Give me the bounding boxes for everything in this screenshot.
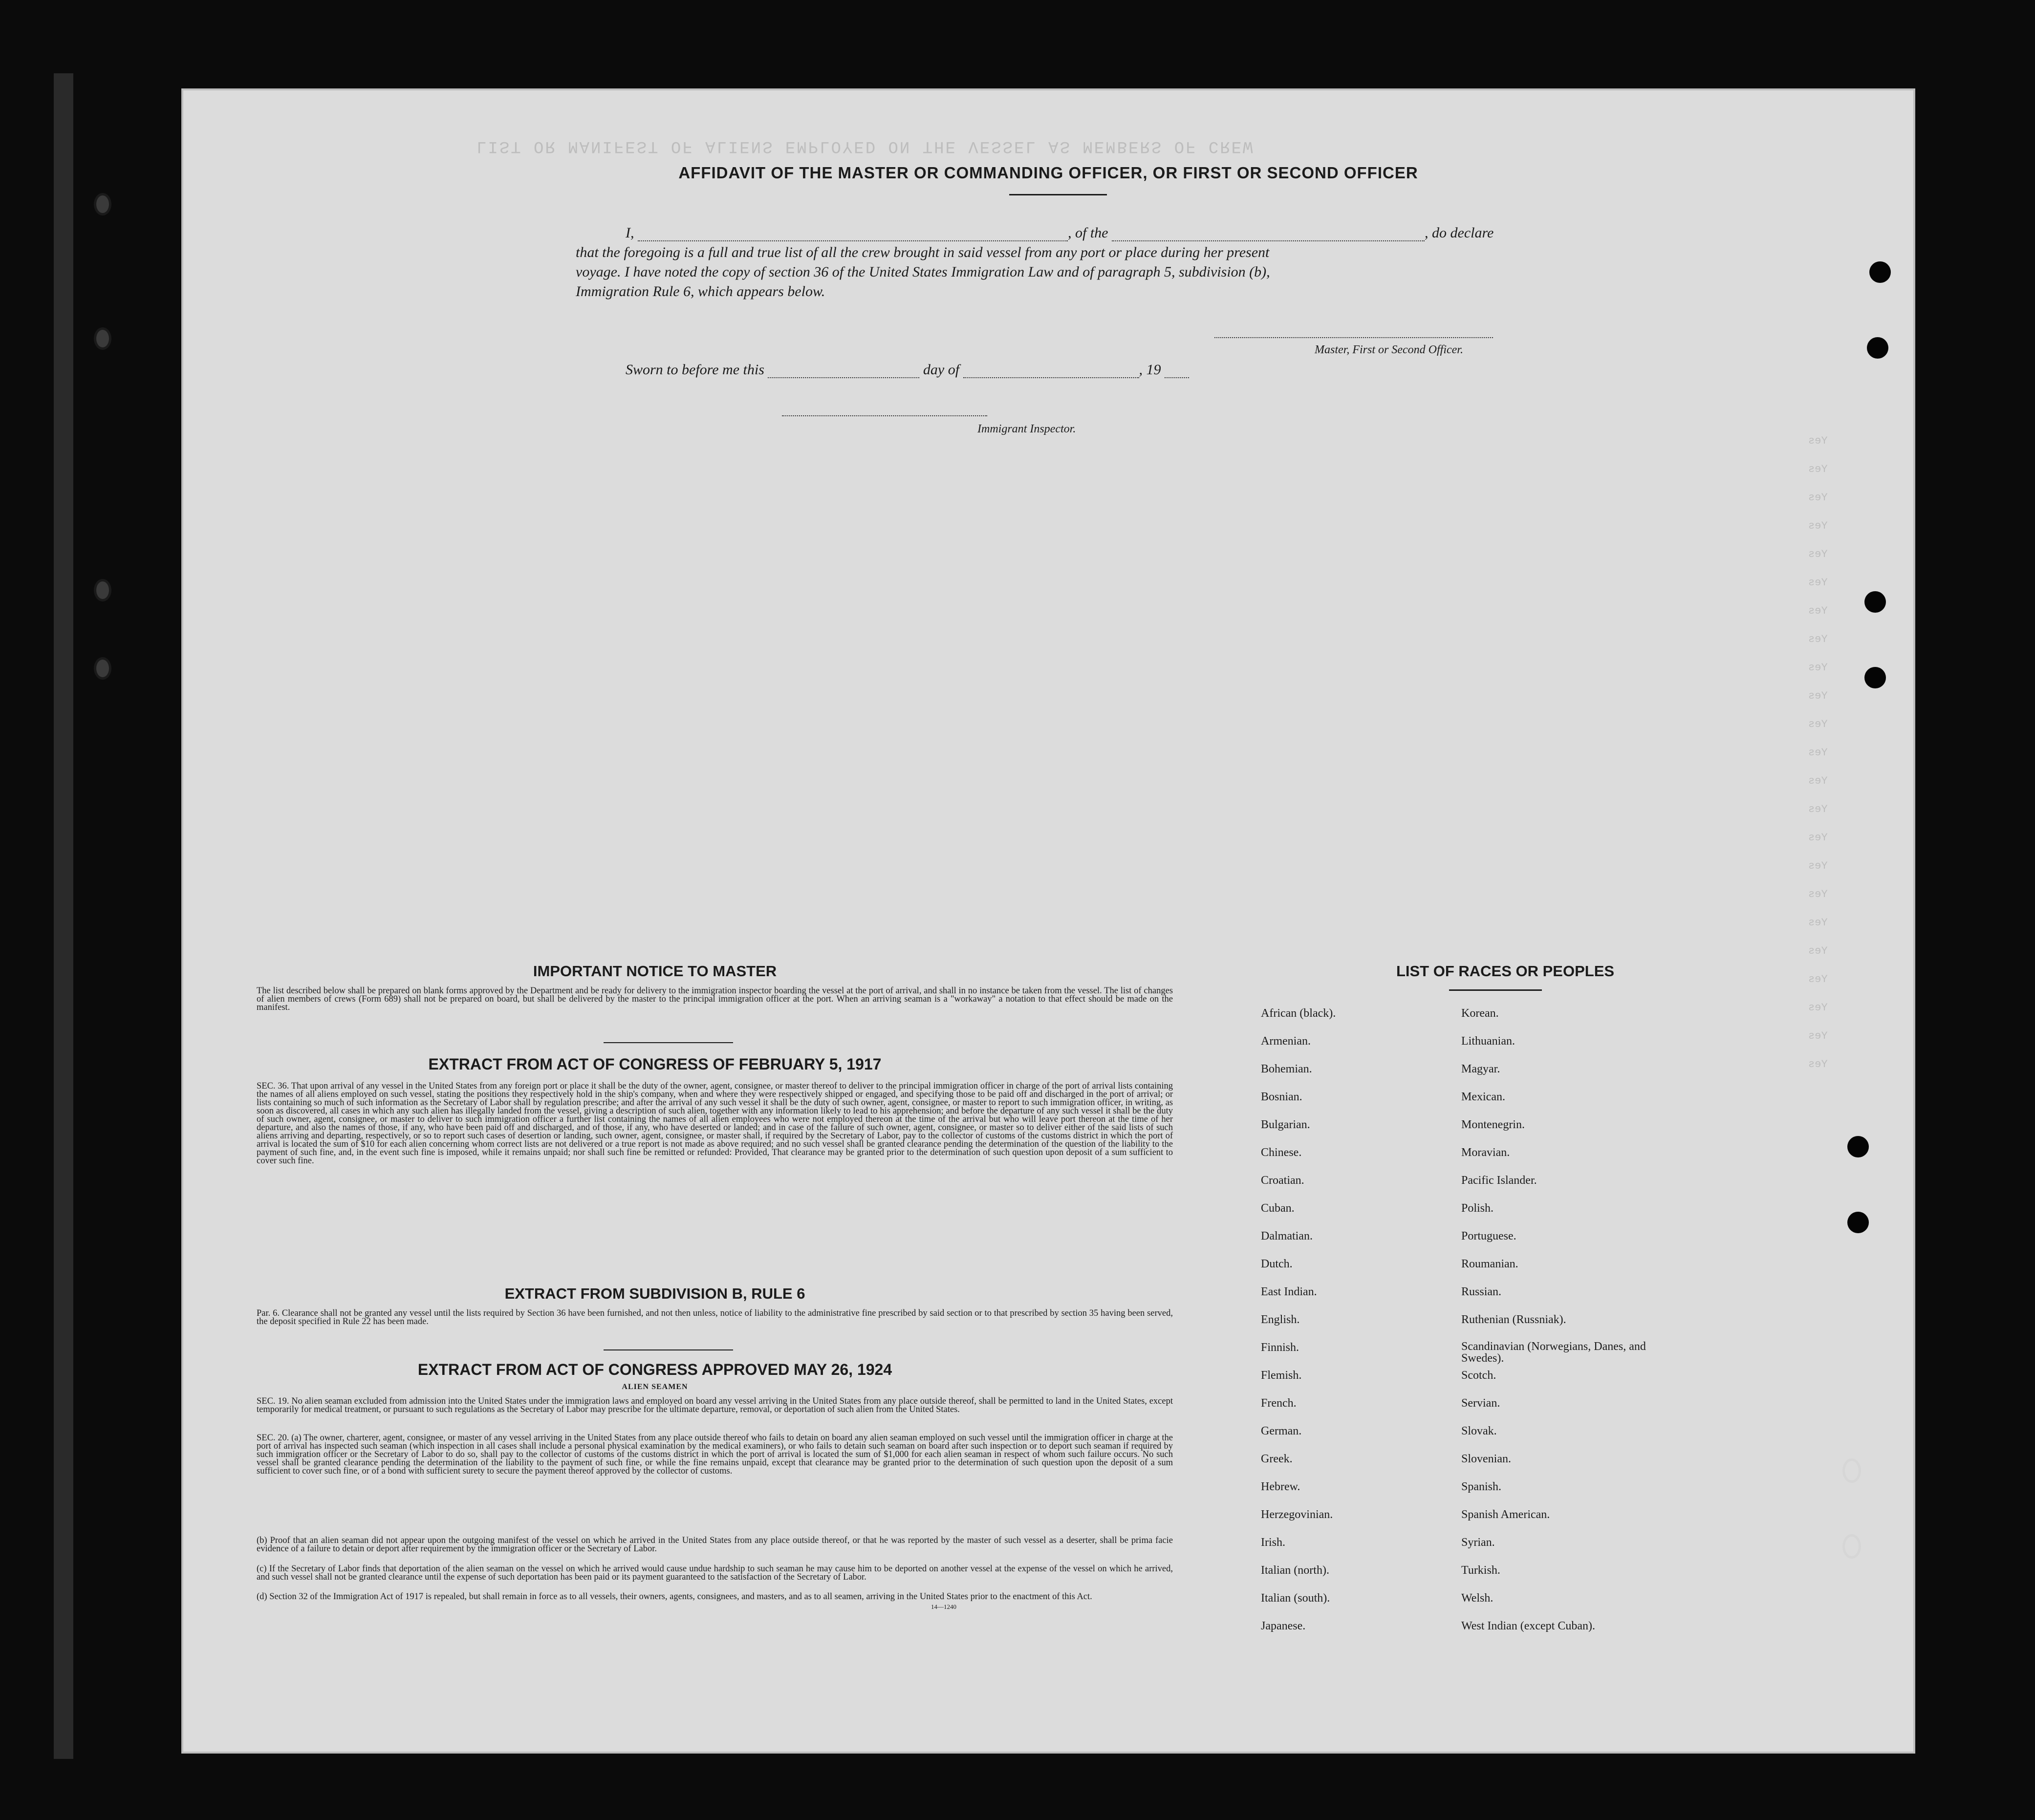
race-item: Roumanian. [1461, 1258, 1518, 1270]
races-left-column [1261, 1006, 1336, 1647]
race-item: East Indian. [1261, 1285, 1317, 1298]
bleed-through-yes: Yes [1808, 973, 1828, 985]
bleed-through-yes: Yes [1808, 917, 1828, 929]
sworn-year-blank [1165, 377, 1189, 378]
race-item: Hebrew. [1261, 1480, 1300, 1493]
sec20c-text: (c) If the Secretary of Labor finds that deportation of the alien seaman on the vessel on which he arrived would cause undue hardship to such seaman he may cause him to be deported on another vessel at the expense of the vessel on which he arrived, and such vessel shall not be granted clearance until the expense of such deportation has been paid or its payment guaranteed to the satisfaction of the Secretary of Labor. [257, 1564, 1173, 1582]
bleed-through-yes: Yes [1808, 577, 1828, 589]
race-item: Portuguese. [1461, 1230, 1516, 1242]
race-item: Lithuanian. [1461, 1035, 1515, 1048]
race-item: Cuban. [1261, 1202, 1295, 1215]
race-item: Montenegrin. [1461, 1118, 1525, 1131]
race-item: Chinese. [1261, 1146, 1302, 1159]
race-item: Mexican. [1461, 1091, 1505, 1103]
affidavit-line-4: Immigration Rule 6, which appears below. [576, 283, 825, 300]
bleed-through-yes: Yes [1808, 945, 1828, 957]
bleed-through-yes: Yes [1808, 435, 1828, 447]
binder-ring-hole [94, 193, 111, 215]
notice-body: The list described below shall be prepared on blank forms approved by the Department and be ready for delivery to the immigration inspector boarding the vessel at the port of arrival, and shall in no instance be taken from the vessel. The list of changes of alien members of crews (Form 689) shall not be prepared on board, but shall be delivered by the master to the principal immigration officer at the port. When an arriving seaman is a "workaway" a notation to that effect should be made on the manifest. [257, 986, 1173, 1012]
race-item: Greek. [1261, 1453, 1293, 1465]
bleed-through-yes: Yes [1808, 520, 1828, 532]
alien-seamen-subtitle: ALIEN SEAMEN [622, 1383, 688, 1391]
race-item: Dalmatian. [1261, 1230, 1313, 1242]
race-item: Armenian. [1261, 1035, 1311, 1048]
race-item: Magyar. [1461, 1063, 1500, 1075]
race-item: West Indian (except Cuban). [1461, 1620, 1595, 1632]
race-item: English. [1261, 1313, 1300, 1326]
master-signature-label: Master, First or Second Officer. [1315, 343, 1463, 356]
race-item: Bohemian. [1261, 1063, 1312, 1075]
race-item: Ruthenian (Russniak). [1461, 1313, 1566, 1326]
races-title-rule [1449, 989, 1542, 991]
race-item: Turkish. [1461, 1564, 1500, 1577]
bleed-through-yes: Yes [1808, 860, 1828, 872]
bleed-through-yes: Yes [1808, 1058, 1828, 1071]
bleed-through-yes: Yes [1808, 463, 1828, 475]
master-signature-line [1214, 337, 1493, 338]
sec20a-text: SEC. 20. (a) The owner, charterer, agent, consignee, or master of any vessel arriving in the United States from any place outside thereof who fails to detain on board any alien seaman employed on such vessel until the immigration officer in charge at the port of arrival has inspected such seaman (which inspection in all cases shall include a personal physical examination by the medical examiners), or who fails to detain such seaman on board after such inspection or to deport such seaman if required by such immigration officer or the Secretary of Labor to do so, shall pay to the collector of customs of the customs district in which the port of arrival is located the sum of $1,000 for each alien seaman in respect of whom such failure occurs. No such vessel shall be granted clearance pending the determination of the liability to the payment of such fine, or while the fine remains unpaid, except that clearance may be granted prior to the determination of such question upon the deposit of a sum sufficient to cover such fine, or of a bond with sufficient surety to secure the payment thereof approved by the collector of customs. [257, 1433, 1173, 1476]
races-title: LIST OF RACES OR PEOPLES [1396, 963, 1615, 980]
punch-hole [1867, 337, 1888, 359]
extract-1917-title: EXTRACT FROM ACT OF CONGRESS OF FEBRUARY 5, 1917 [428, 1055, 882, 1073]
inspector-signature-label: Immigrant Inspector. [977, 423, 1076, 435]
race-item: Japanese. [1261, 1620, 1306, 1632]
punch-hole [1847, 1212, 1869, 1233]
bleed-through-yes: Yes [1808, 548, 1828, 560]
extract-1924-title: EXTRACT FROM ACT OF CONGRESS APPROVED MAY 26, 1924 [417, 1361, 892, 1378]
vessel-name-blank [1112, 240, 1425, 241]
bleed-through-yes: Yes [1808, 888, 1828, 900]
punch-hole [1864, 591, 1886, 613]
race-item: Pacific Islander. [1461, 1174, 1537, 1187]
affidavit-line-3: voyage. I have noted the copy of section 36 of the United States Immigration Law and of paragraph 5, subdivision (b), [576, 264, 1270, 280]
race-item: Welsh. [1461, 1592, 1494, 1605]
bleed-through-header: LIST OR MANIFEST OF ALIENS EMPLOYED ON THE VESSEL AS MEMBERS OF CREW [476, 137, 1255, 155]
manifest-page [183, 90, 1913, 1752]
affidavit-line-1 [626, 225, 1494, 241]
bleed-through-yes: Yes [1808, 1002, 1828, 1014]
year-prefix: , 19 [1139, 362, 1161, 378]
race-item: Flemish. [1261, 1369, 1302, 1382]
race-item: Herzegovinian. [1261, 1508, 1333, 1521]
form-number: 14—1240 [931, 1603, 956, 1610]
race-item: Dutch. [1261, 1258, 1293, 1270]
race-item: African (black). [1261, 1007, 1336, 1020]
affidavit-title: AFFIDAVIT OF THE MASTER OR COMMANDING OFFICER, OR FIRST OR SECOND OFFICER [678, 164, 1418, 182]
race-item: Bosnian. [1261, 1091, 1302, 1103]
race-item: Croatian. [1261, 1174, 1304, 1187]
sec19-text: SEC. 19. No alien seaman excluded from admission into the United States under the immigration laws and employed on board any vessel arriving in the United States from any place outside thereof, shall be permitted to land in the United States, except temporarily for medical treatment, or pursuant to such regulations as the Secretary of Labor may prescribe for the ultimate departure, removal, or deportation of such alien from the United States. [257, 1396, 1173, 1414]
race-item: Polish. [1461, 1202, 1494, 1215]
bleed-through-yes: Yes [1808, 633, 1828, 645]
extract-rule6-body: Par. 6. Clearance shall not be granted any vessel until the lists required by Section 36 have been furnished, and not then unless, notice of liability to the administrative fine prescribed by said section or to that prescribed by section 35 having been served, the deposit specified in Rule 22 has been made. [257, 1308, 1173, 1327]
race-item: Spanish American. [1461, 1508, 1550, 1521]
binder-ring-hole [94, 657, 111, 680]
sworn-line [626, 362, 1189, 378]
binder-ring-hole [94, 327, 111, 350]
race-item: Scandinavian (Norwegians, Danes, and Swedes). [1461, 1340, 1646, 1365]
punch-hole [1864, 667, 1886, 688]
declarant-prefix: I, [626, 225, 634, 241]
extract-1917-body: SEC. 36. That upon arrival of any vessel in the United States from any foreign port or place it shall be the duty of the owner, agent, consignee, or master thereof to deliver to the principal immigration officer in charge of the port of arrival lists containing the names of all aliens employed on such vessel, stating the positions they respectively hold in the ship's company, when and where they were respectively shipped or engaged, and specifying those to be paid off and discharged in the port of arrival; or lists containing so much of such information as the Secretary of Labor shall by regulation prescribe; and after the arrival of any such vessel it shall be the duty of such owner, agent, consignee, or master to report to such immigration officer, in writing, as soon as discovered, all cases in which any such alien has illegally landed from the vessel, giving a description of such alien, together with any information likely to lead to his apprehension; and before the departure of any such vessel it shall be the duty of such owner, agent, consignee, or master to deliver to such immigration officer a further list containing the names of all alien employees who were not employed thereon at the time of the arrival but who will leave port thereon at the time of her departure, and also the names of those, if any, who have been paid off and discharged, and of those, if any, who have deserted or landed; and in case of the failure of such owner, agent, consignee, or master so to deliver either of the said lists of such aliens arriving and departing, respectively, or so to report such cases of desertion or landing, such owner, agent, consignee, or master shall, if required by the Secretary of Labor, pay to the collector of customs of the customs district in which the port of arrival is located the sum of $10 for each alien concerning whom correct lists are not delivered or a true report is not made as above required; and no such vessel shall be granted clearance pending the determination of the question of the liability to the payment of such fine, and, in the event such fine is imposed, while it remains unpaid; nor shall such fine be remitted or refunded: Provided, That clearance may be granted prior to the determination of such question upon deposit of a sum sufficient to cover such fine. [257, 1081, 1173, 1166]
declarant-name-blank [638, 240, 1068, 241]
bleed-through-yes: Yes [1808, 775, 1828, 787]
bleed-through-yes: Yes [1808, 690, 1828, 702]
punch-hole [1869, 261, 1891, 283]
race-item: Servian. [1461, 1397, 1500, 1410]
punch-hole [1847, 1136, 1869, 1157]
title-rule [1009, 194, 1107, 195]
race-item: Slovenian. [1461, 1453, 1511, 1465]
race-item: Korean. [1461, 1007, 1499, 1020]
races-right-column [1461, 1006, 1647, 1647]
declare-text: , do declare [1425, 225, 1494, 241]
bleed-through-yes: Yes [1808, 605, 1828, 617]
day-of-label: day of [923, 362, 960, 378]
race-item: Slovak. [1461, 1425, 1497, 1437]
section-rule [604, 1042, 733, 1043]
bleed-through-yes: Yes [1808, 1030, 1828, 1042]
sec20b-text: (b) Proof that an alien seaman did not appear upon the outgoing manifest of the vessel on which he arrived in the United States from any place outside thereof, or that he was reported by the master of such vessel as a deserter, shall be prima facie evidence of a failure to detain or deport after requirement by the immigration officer or the Secretary of Labor. [257, 1536, 1173, 1554]
sec20d-text: (d) Section 32 of the Immigration Act of 1917 is repealed, but shall remain in force as to all vessels, their owners, agents, consignees, and masters, and as to all seamen, arriving in the United States prior to the enactment of this Act. [257, 1592, 1092, 1602]
bleed-through-yes: Yes [1808, 492, 1828, 504]
bleed-through-yes: Yes [1808, 662, 1828, 674]
bleed-through-yes: Yes [1808, 803, 1828, 815]
inspector-signature-line [782, 415, 987, 416]
race-item: Bulgarian. [1261, 1118, 1310, 1131]
race-item: Moravian. [1461, 1146, 1510, 1159]
race-item: Scotch. [1461, 1369, 1496, 1382]
bleed-through-yes: Yes [1808, 718, 1828, 730]
sworn-prefix: Sworn to before me this [626, 362, 764, 378]
race-item: Syrian. [1461, 1536, 1495, 1549]
extract-rule6-title: EXTRACT FROM SUBDIVISION B, RULE 6 [504, 1285, 805, 1302]
affidavit-line-2: that the foregoing is a full and true list of all the crew brought in said vessel from any port or place during her present [576, 244, 1270, 260]
race-item: French. [1261, 1397, 1297, 1410]
section-rule [604, 1349, 733, 1350]
bleed-through-yes: Yes [1808, 832, 1828, 844]
vessel-prefix: , of the [1068, 225, 1108, 241]
race-item: Spanish. [1461, 1480, 1502, 1493]
race-item: Italian (south). [1261, 1592, 1330, 1605]
notice-title: IMPORTANT NOTICE TO MASTER [533, 963, 777, 980]
race-item: Italian (north). [1261, 1564, 1329, 1577]
bleed-through-yes: Yes [1808, 747, 1828, 759]
race-item: Finnish. [1261, 1341, 1299, 1354]
race-item: Russian. [1461, 1285, 1502, 1298]
sworn-day-blank [768, 377, 919, 378]
binder-ring-hole [94, 579, 111, 601]
binder-strip [54, 73, 73, 1759]
race-item: German. [1261, 1425, 1302, 1437]
race-item: Irish. [1261, 1536, 1285, 1549]
sworn-month-blank [963, 377, 1139, 378]
races-list [1261, 1006, 1847, 1666]
